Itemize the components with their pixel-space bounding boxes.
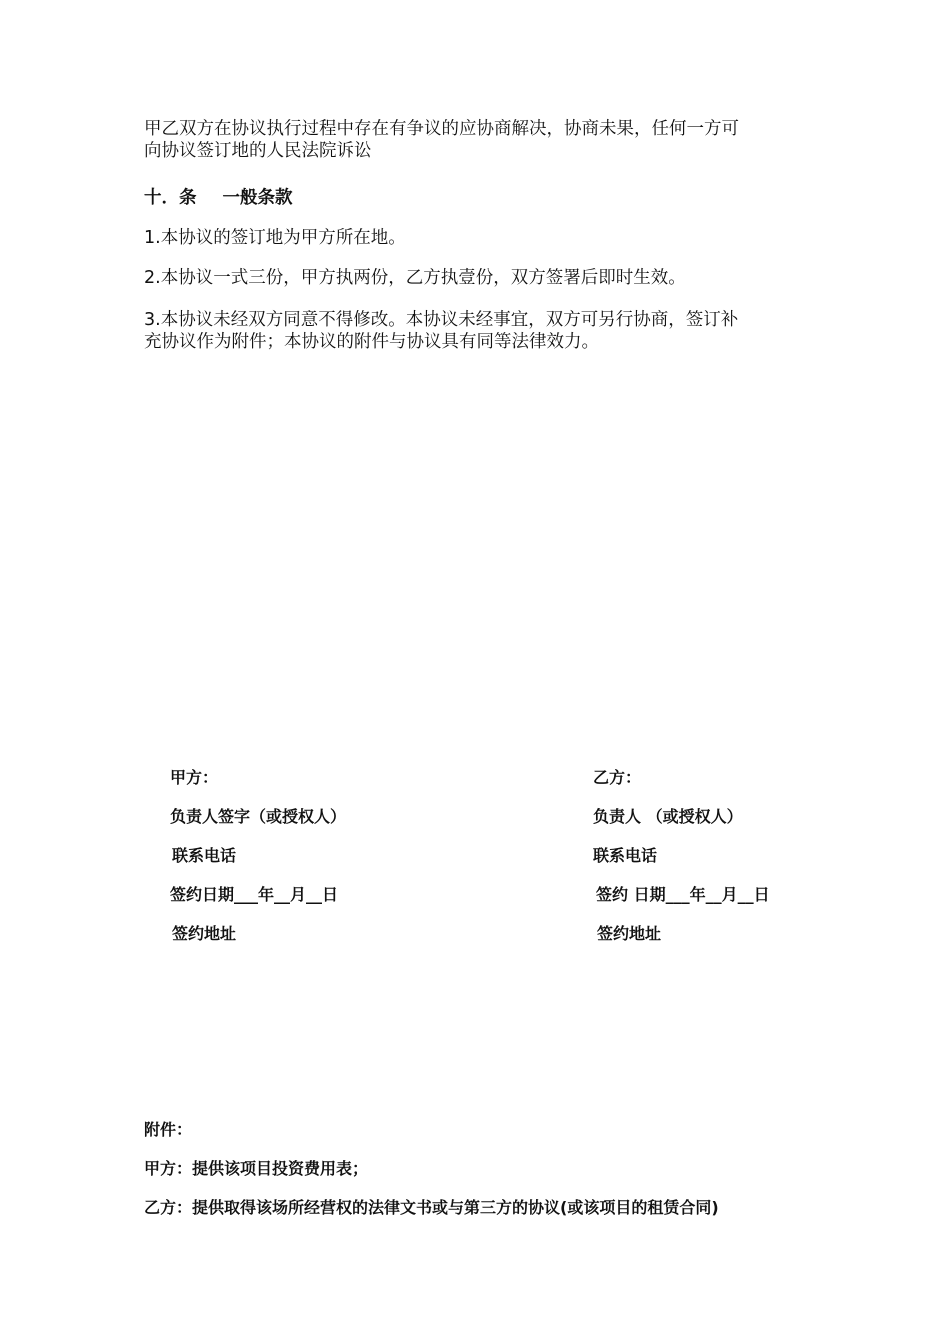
party-b-date: 签约 日期___年__月__日 bbox=[596, 885, 770, 904]
section-heading bbox=[144, 184, 293, 209]
clause-3-line-1: 3.本协议未经双方同意不得修改。本协议未经事宜，双方可另行协商，签订补 bbox=[144, 310, 739, 330]
party-b-phone: 联系电话 bbox=[593, 846, 658, 865]
party-b-label: 乙方： bbox=[593, 768, 642, 787]
party-a-signer: 负责人签字（或授权人） bbox=[170, 807, 347, 826]
party-b-address: 签约地址 bbox=[597, 924, 662, 943]
party-a-label: 甲方： bbox=[170, 768, 219, 787]
clause-2: 2.本协议一式三份，甲方执两份，乙方执壹份，双方签署后即时生效。 bbox=[144, 268, 686, 288]
party-a-phone: 联系电话 bbox=[172, 846, 237, 865]
attachment-party-a: 甲方：提供该项目投资费用表； bbox=[144, 1159, 369, 1178]
party-a-address: 签约地址 bbox=[172, 924, 237, 943]
attachments-label: 附件： bbox=[144, 1120, 193, 1139]
dispute-line-2: 向协议签订地的人民法院诉讼 bbox=[144, 141, 372, 161]
clause-1: 1.本协议的签订地为甲方所在地。 bbox=[144, 228, 406, 248]
party-a-date: 签约日期___年__月__日 bbox=[170, 885, 339, 904]
clause-3-line-2: 充协议作为附件；本协议的附件与协议具有同等法律效力。 bbox=[144, 332, 599, 352]
attachment-party-b: 乙方：提供取得该场所经营权的法律文书或与第三方的协议(或该项目的租赁合同) bbox=[144, 1198, 719, 1217]
dispute-paragraph bbox=[144, 118, 814, 162]
section-number: 十．条 bbox=[144, 188, 197, 208]
dispute-line-1: 甲乙双方在协议执行过程中存在有争议的应协商解决，协商未果，任何一方可 bbox=[144, 119, 739, 139]
party-b-signer: 负责人 （或授权人） bbox=[593, 807, 743, 826]
section-title: 一般条款 bbox=[222, 188, 293, 208]
clause-3 bbox=[144, 309, 814, 353]
